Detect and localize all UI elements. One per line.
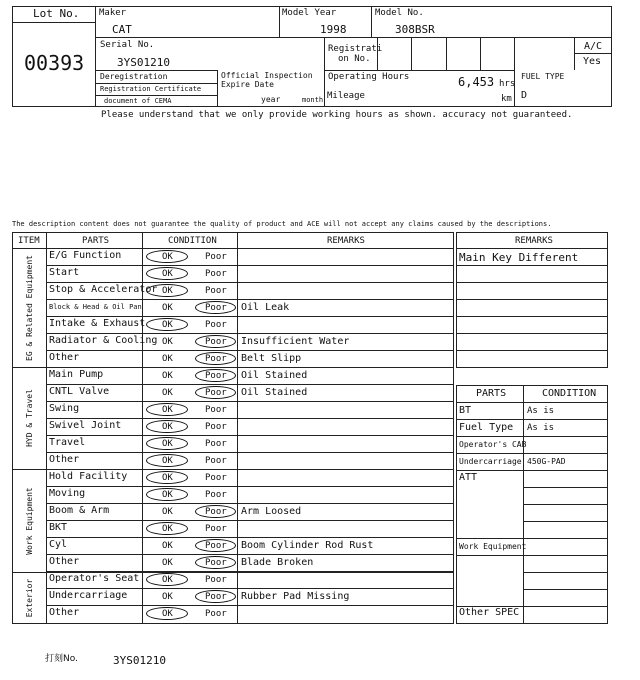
right-parts-header: PARTS <box>476 388 507 399</box>
remarks-header: REMARKS <box>327 236 365 246</box>
ok-option: OK <box>162 303 173 313</box>
ok-selected-circle <box>146 437 188 450</box>
remark-text: Arm Loosed <box>241 506 302 517</box>
year-label: year <box>261 95 281 104</box>
part-name: Block & Head & Oil Pan <box>49 303 142 311</box>
right-remarks-header: REMARKS <box>515 236 553 246</box>
fuel-type-row-label: Fuel Type <box>459 422 514 433</box>
ok-option: OK <box>162 422 173 432</box>
poor-option: Poor <box>205 286 227 296</box>
right-remarks-first: Main Key Different <box>459 251 579 264</box>
part-name: Swivel Joint <box>49 420 122 431</box>
part-name: Stop & Accelerator <box>49 284 158 295</box>
poor-option: Poor <box>205 558 227 568</box>
mileage-label: Mileage <box>327 91 365 101</box>
bt-label: BT <box>459 405 472 416</box>
official-inspection-label: Official Inspection <box>221 71 313 80</box>
fuel-type-label: FUEL TYPE <box>521 72 565 81</box>
ok-selected-circle <box>146 250 188 263</box>
model-year-label: Model Year <box>282 8 337 18</box>
poor-selected-circle <box>195 556 236 569</box>
ok-option: OK <box>162 609 173 619</box>
poor-option: Poor <box>205 439 227 449</box>
ok-option: OK <box>162 490 173 500</box>
poor-selected-circle <box>195 335 236 348</box>
serial-label: Serial No. <box>100 40 155 50</box>
fuel-type-value: D <box>521 90 528 101</box>
ac-value: Yes <box>583 56 602 67</box>
remark-text: Belt Slipp <box>241 353 302 364</box>
ok-selected-circle <box>146 318 188 331</box>
parts-header: PARTS <box>82 236 110 246</box>
hrs-unit: hrs <box>499 79 516 89</box>
maker-value: CAT <box>112 23 132 36</box>
poor-selected-circle <box>195 539 236 552</box>
ok-option: OK <box>162 320 173 330</box>
part-name: Cyl <box>49 539 68 550</box>
serial-value: 3YS01210 <box>117 56 170 69</box>
poor-option: Poor <box>205 422 227 432</box>
part-name: Main Pump <box>49 369 104 380</box>
ok-option: OK <box>162 456 173 466</box>
remark-text: Rubber Pad Missing <box>241 591 350 602</box>
ok-option: OK <box>162 269 173 279</box>
poor-option: Poor <box>205 320 227 330</box>
poor-option: Poor <box>205 354 227 364</box>
ok-selected-circle <box>146 607 188 620</box>
ok-selected-circle <box>146 267 188 280</box>
other-spec-label: Other SPEC <box>459 607 520 618</box>
poor-selected-circle <box>195 505 236 518</box>
poor-option: Poor <box>205 252 227 262</box>
poor-option: Poor <box>205 507 227 517</box>
month-label: month <box>302 96 324 104</box>
poor-option: Poor <box>205 575 227 585</box>
stamp-no-label: 打刻No. <box>45 654 78 664</box>
ok-option: OK <box>162 354 173 364</box>
ok-option: OK <box>162 337 173 347</box>
ok-option: OK <box>162 541 173 551</box>
poor-selected-circle <box>195 590 236 603</box>
poor-selected-circle <box>195 369 236 382</box>
lot-label: Lot No. <box>33 7 80 20</box>
group-exterior: Exterior <box>25 578 34 618</box>
part-name: Other <box>49 454 80 465</box>
part-name: Swing <box>49 403 80 414</box>
ok-selected-circle <box>146 471 188 484</box>
ok-selected-circle <box>146 573 188 586</box>
part-name: Start <box>49 267 80 278</box>
model-no-value: 308BSR <box>395 23 435 36</box>
part-name: Intake & Exhaust <box>49 318 146 329</box>
work-equipment-label: Work Equipment <box>459 542 527 551</box>
part-name: Moving <box>49 488 86 499</box>
ok-option: OK <box>162 371 173 381</box>
poor-option: Poor <box>205 388 227 398</box>
poor-option: Poor <box>205 592 227 602</box>
right-condition-header: CONDITION <box>542 388 597 399</box>
model-no-label: Model No. <box>375 8 424 18</box>
part-name: Other <box>49 607 80 618</box>
bt-value: As is <box>527 406 555 416</box>
item-header: ITEM <box>18 236 40 246</box>
group-work-equipment: Work Equipment <box>25 487 34 555</box>
registration-certificate-label: Registration Certificate <box>100 85 202 93</box>
remark-text: Boom Cylinder Rod Rust <box>241 540 374 551</box>
part-name: Undercarriage <box>49 590 128 601</box>
undercarriage-value: 450G-PAD <box>527 457 566 466</box>
ok-option: OK <box>162 575 173 585</box>
poor-option: Poor <box>205 269 227 279</box>
undercarriage-label: Undercarriage <box>459 457 522 466</box>
ok-option: OK <box>162 252 173 262</box>
accuracy-notice: Please understand that we only provide working hours as shown. accuracy not guaranteed. <box>101 110 573 120</box>
group-eg-related-equipment: EG & Related Equipment <box>25 255 34 361</box>
maker-label: Maker <box>99 8 127 18</box>
poor-selected-circle <box>195 386 236 399</box>
ok-option: OK <box>162 558 173 568</box>
ok-option: OK <box>162 507 173 517</box>
remark-text: Insufficient Water <box>241 336 350 347</box>
disclaimer-text: The description content does not guarantee the quality of product and ACE will not accept any claims caused by the descriptions. <box>12 220 552 228</box>
ok-selected-circle <box>146 522 188 535</box>
part-name: Operator's Seat <box>49 573 140 584</box>
poor-selected-circle <box>195 352 236 365</box>
group-hyd-travel: HYD & Travel <box>25 389 34 447</box>
operator-cab-label: Operator's CAB <box>459 440 527 449</box>
part-name: CNTL Valve <box>49 386 110 397</box>
ok-option: OK <box>162 592 173 602</box>
ok-selected-circle <box>146 454 188 467</box>
poor-option: Poor <box>205 303 227 313</box>
stamp-no-value: 3YS01210 <box>113 654 166 667</box>
part-name: Radiator & Cooling <box>49 335 158 346</box>
part-name: Hold Facility <box>49 471 128 482</box>
poor-option: Poor <box>205 524 227 534</box>
operating-hours-value: 6,453 <box>458 75 495 89</box>
ok-option: OK <box>162 439 173 449</box>
ok-selected-circle <box>146 488 188 501</box>
fuel-type-row-value: As is <box>527 423 555 433</box>
poor-option: Poor <box>205 609 227 619</box>
condition-header: CONDITION <box>168 236 217 246</box>
att-label: ATT <box>459 472 478 483</box>
ok-option: OK <box>162 286 173 296</box>
ok-option: OK <box>162 405 173 415</box>
part-name: E/G Function <box>49 250 122 261</box>
poor-option: Poor <box>205 456 227 466</box>
part-name: Other <box>49 352 80 363</box>
poor-option: Poor <box>205 405 227 415</box>
km-unit: km <box>501 94 512 104</box>
poor-option: Poor <box>205 541 227 551</box>
ok-selected-circle <box>146 284 188 297</box>
part-name: Travel <box>49 437 86 448</box>
remark-text: Blade Broken <box>241 557 314 568</box>
ok-selected-circle <box>146 420 188 433</box>
remark-text: Oil Leak <box>241 302 290 313</box>
poor-option: Poor <box>205 473 227 483</box>
part-name: BKT <box>49 522 68 533</box>
ac-label: A/C <box>584 41 603 52</box>
poor-option: Poor <box>205 337 227 347</box>
lot-number: 00393 <box>24 51 85 75</box>
poor-option: Poor <box>205 371 227 381</box>
poor-selected-circle <box>195 301 236 314</box>
registration-label-line2: on No. <box>338 54 371 64</box>
part-name: Boom & Arm <box>49 505 110 516</box>
remark-text: Oil Stained <box>241 370 308 381</box>
registration-label-line1: Registrati <box>328 44 383 54</box>
poor-option: Poor <box>205 490 227 500</box>
ok-option: OK <box>162 524 173 534</box>
cema-document-label: document of CEMA <box>104 97 172 105</box>
ok-selected-circle <box>146 403 188 416</box>
ok-option: OK <box>162 473 173 483</box>
expire-date-label: Expire Date <box>221 80 274 89</box>
operating-hours-label: Operating Hours <box>328 72 410 82</box>
deregistration-label: Deregistration <box>100 72 168 81</box>
ok-option: OK <box>162 388 173 398</box>
model-year-value: 1998 <box>320 23 347 36</box>
part-name: Other <box>49 556 80 567</box>
remark-text: Oil Stained <box>241 387 308 398</box>
